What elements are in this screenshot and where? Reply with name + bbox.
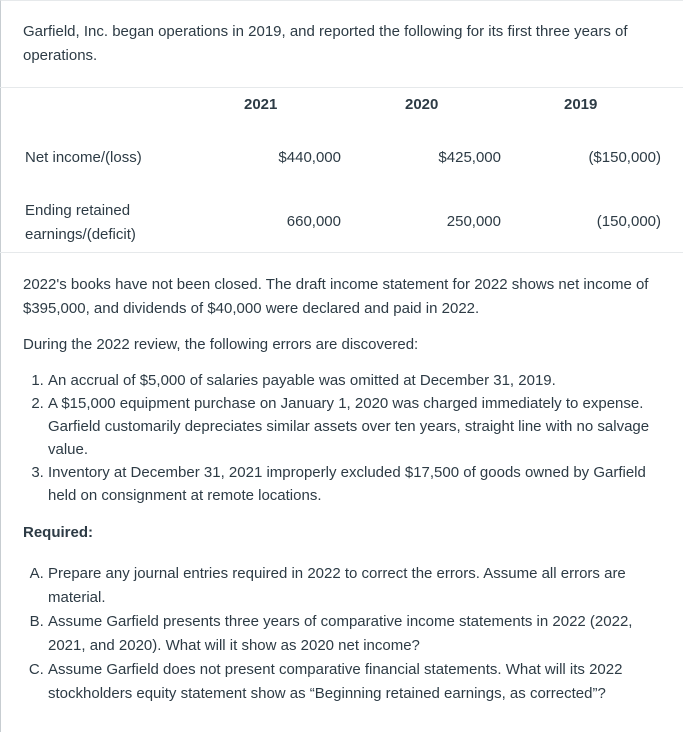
cell-net-income-2021: $440,000	[278, 149, 341, 166]
cell-retained-earnings-2019: (150,000)	[596, 213, 661, 230]
errors-list	[0, 369, 670, 507]
cell-retained-earnings-2020: 250,000	[446, 213, 501, 230]
requirement-item: B. Assume Garfield presents three years of comparative income statements in 2022 (2022, 2021, and 2020). What will it show as 2020 net income?	[48, 610, 668, 658]
table-top-divider	[0, 87, 683, 88]
draft-statement-paragraph: 2022's books have not been closed. The draft income statement for 2022 shows net income of $395,000, and dividends of $40,000 were declared and paid in 2022.	[23, 276, 649, 317]
row-label-net-income: Net income/(loss)	[25, 149, 142, 166]
requirement-item: A. Prepare any journal entries required in 2022 to correct the errors. Assume all errors are material.	[48, 562, 668, 610]
column-header-2021: 2021	[244, 96, 278, 113]
cell-retained-earnings-2021: 660,000	[286, 213, 341, 230]
error-item: 3. Inventory at December 31, 2021 improperly excluded $17,500 of goods owned by Garfield held on consignment at remote locations.	[48, 461, 670, 507]
column-header-2020: 2020	[405, 96, 439, 113]
cell-net-income-2019: ($150,000)	[588, 149, 661, 166]
error-item: 1. An accrual of $5,000 of salaries payable was omitted at December 31, 2019.	[48, 369, 670, 392]
requirement-item: C. Assume Garfield does not present comparative financial statements. What will its 2022 stockholders equity statement show as “Beginning retained earnings, as corrected”?	[48, 658, 668, 706]
error-item: 2. A $15,000 equipment purchase on January 1, 2020 was charged immediately to expense. Garfield customarily depreciates similar assets over ten years, straight line with no salvage value.	[48, 392, 670, 461]
row-label-retained-earnings-line2: earnings/(deficit)	[25, 226, 136, 243]
table-bottom-divider	[0, 252, 683, 253]
errors-intro-paragraph: During the 2022 review, the following errors are discovered:	[23, 336, 419, 353]
column-header-2019: 2019	[564, 96, 598, 113]
requirements-list	[0, 562, 668, 706]
row-label-retained-earnings-line1: Ending retained	[25, 202, 131, 219]
required-heading: Required:	[23, 524, 94, 541]
cell-net-income-2020: $425,000	[438, 149, 501, 166]
intro-text: Garfield, Inc. began operations in 2019, and reported the following for its first three years of operations.	[23, 23, 628, 64]
